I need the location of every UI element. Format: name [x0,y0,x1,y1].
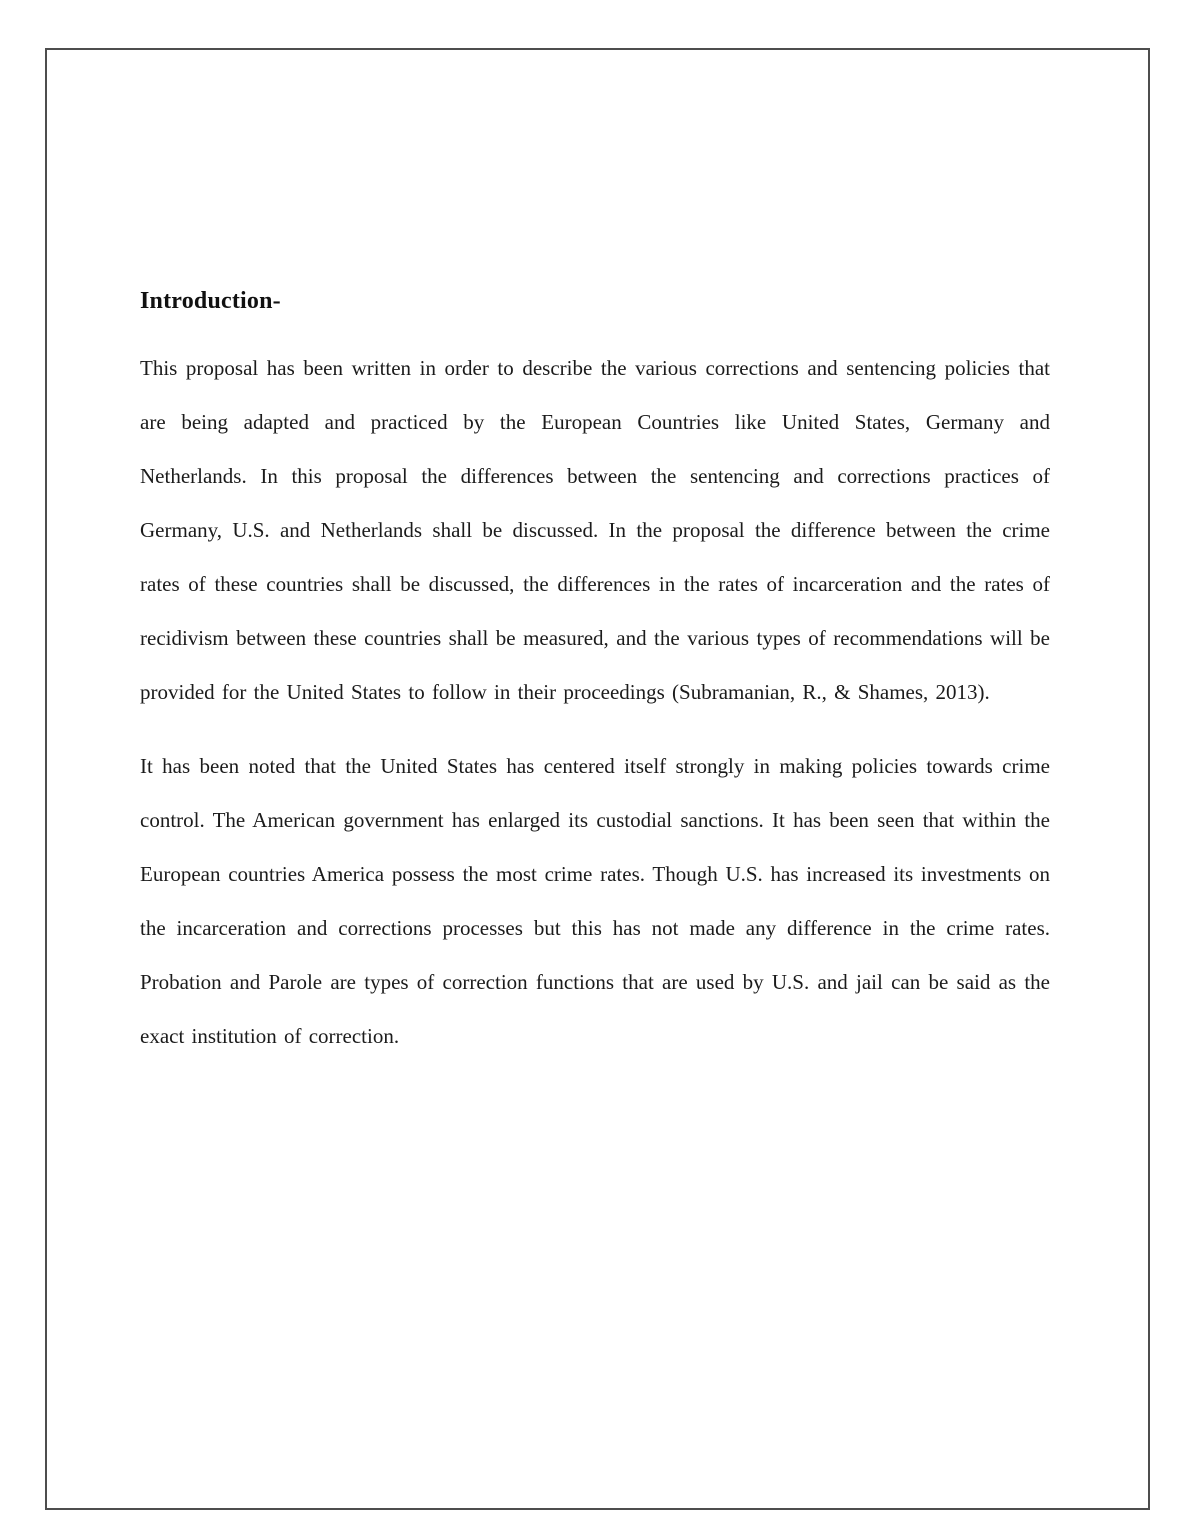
paragraph-introduction-1: This proposal has been written in order to describe the various corrections and sentencing policies that are being adapted and practiced by the European Countries like United States, Germany and Netherlands. In this proposal the differences between the sentencing and corrections practices of Germany, U.S. and Netherlands shall be discussed. In the proposal the difference between the crime rates of these countries shall be discussed, the differences in the rates of incarceration and the rates of recidivism between these countries shall be measured, and the various types of recommendations will be provided for the United States to follow in their proceedings (Subramanian, R., & Shames, 2013). [140,356,1050,704]
paragraph-introduction-2: It has been noted that the United States has centered itself strongly in making policies towards crime control. The American government has enlarged its custodial sanctions. It has been seen that within the European countries America possess the most crime rates. Though U.S. has increased its investments on the incarceration and corrections processes but this has not made any difference in the crime rates. Probation and Parole are types of correction functions that are used by U.S. and jail can be said as the exact institution of correction. [140,754,1050,1048]
page-border-frame [45,48,1150,1510]
section-heading: Introduction- [140,288,281,314]
document-content [47,50,1148,1063]
